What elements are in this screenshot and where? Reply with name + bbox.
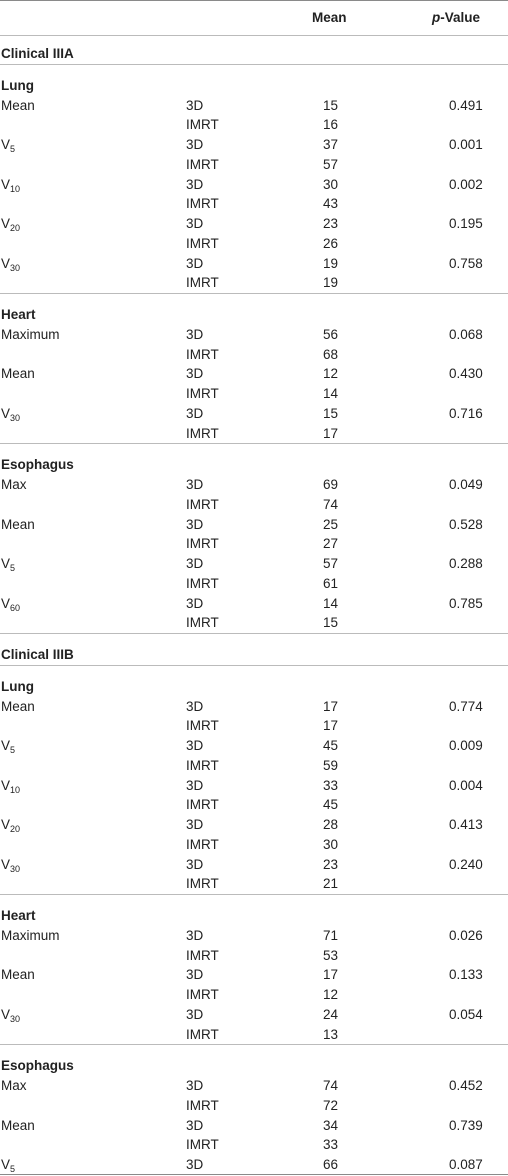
method-label: IMRT [186, 718, 219, 734]
method-label: 3D [186, 856, 204, 872]
p-value: 0.068 [449, 326, 483, 342]
mean-value: 13 [323, 1026, 339, 1042]
p-value: 0.240 [449, 856, 483, 872]
mean-value: 33 [323, 777, 339, 793]
metric-subscript: 5 [10, 745, 16, 755]
p-value: 0.054 [449, 1006, 483, 1022]
metric-label: Max [1, 477, 27, 492]
table-header [0, 0, 508, 36]
p-value: 0.430 [449, 366, 483, 382]
metric-label: $V_5$ [1, 137, 16, 154]
table-row [0, 475, 508, 495]
method-label: 3D [186, 477, 204, 492]
method-label: 3D [186, 255, 204, 271]
method-label: 3D [186, 516, 204, 532]
table-row [0, 234, 508, 254]
method-label: 3D [186, 967, 204, 983]
mean-value: 61 [323, 575, 339, 591]
table-row [0, 214, 508, 234]
table-row [0, 985, 508, 1005]
method-label: 3D [186, 216, 204, 231]
mean-value: 28 [323, 817, 339, 832]
metric-label: $V_{60}$ [1, 595, 21, 613]
table-row [0, 1135, 508, 1155]
metric-subscript: 30 [10, 412, 21, 423]
table-row [0, 1116, 508, 1136]
metric-label: Mean [1, 366, 35, 382]
mean-value: 72 [323, 1097, 339, 1113]
metric-subscript: 5 [10, 144, 16, 154]
row-divider [0, 293, 508, 294]
organ-title: Lung [1, 77, 34, 93]
metric-subscript: 5 [10, 1164, 16, 1174]
mean-value: 74 [323, 496, 339, 512]
table-row [0, 115, 508, 135]
method-label: IMRT [186, 196, 219, 212]
metric-label: $V_5$ [1, 738, 16, 755]
metric-label: Mean [1, 1117, 35, 1133]
organ-title-row [0, 76, 508, 96]
method-label: 3D [186, 1117, 204, 1133]
metric-label: Maximum [1, 927, 60, 943]
mean-value: 56 [323, 326, 339, 342]
organ-title: Lung [1, 678, 34, 694]
method-label: 3D [186, 137, 204, 152]
header-p-rest: -Value [440, 10, 481, 25]
mean-value: 68 [323, 346, 339, 362]
method-label: 3D [186, 595, 204, 611]
mean-value: 43 [323, 196, 339, 212]
mean-value: 23 [323, 216, 339, 231]
table-row [0, 855, 508, 875]
table-row [0, 1096, 508, 1116]
metric-label: $V_{30}$ [1, 405, 21, 423]
p-value: 0.026 [449, 927, 483, 943]
metric-label: Maximum [1, 326, 60, 342]
table-row [0, 175, 508, 195]
method-label: IMRT [186, 156, 219, 172]
table-row [0, 946, 508, 966]
method-label: IMRT [186, 346, 219, 362]
p-value: 0.288 [449, 556, 483, 571]
metric-subscript: 10 [10, 784, 21, 795]
section-title-row [0, 645, 508, 665]
p-value: 0.002 [449, 176, 483, 192]
mean-value: 15 [323, 405, 339, 421]
mean-value: 59 [323, 757, 339, 773]
mean-value: 17 [323, 967, 339, 983]
table-row [0, 325, 508, 345]
mean-value: 33 [323, 1137, 339, 1153]
mean-value: 53 [323, 947, 339, 963]
metric-label: $V_5$ [1, 556, 16, 573]
method-label: 3D [186, 698, 204, 714]
organ-title-row [0, 455, 508, 475]
organ-title-row [0, 305, 508, 325]
mean-value: 57 [323, 156, 339, 172]
method-label: IMRT [186, 797, 219, 813]
mean-value: 45 [323, 797, 339, 813]
table-row [0, 874, 508, 894]
table-row [0, 194, 508, 214]
metric-label: $V_{30}$ [1, 1006, 21, 1024]
metric-subscript: 5 [10, 563, 16, 573]
table-row [0, 736, 508, 756]
mean-value: 69 [323, 477, 339, 492]
method-label: 3D [186, 817, 204, 832]
p-value: 0.133 [449, 967, 483, 983]
method-label: 3D [186, 738, 204, 753]
mean-value: 16 [323, 117, 339, 133]
mean-value: 66 [323, 1157, 339, 1172]
metric-label: Max [1, 1078, 27, 1093]
mean-value: 24 [323, 1006, 339, 1022]
table-row [0, 1025, 508, 1045]
table-row [0, 384, 508, 404]
p-value: 0.001 [449, 137, 483, 152]
p-value: 0.758 [449, 255, 483, 271]
metric-label: Mean [1, 967, 35, 983]
mean-value: 17 [323, 425, 339, 441]
mean-value: 14 [323, 595, 339, 611]
row-divider [0, 1174, 508, 1175]
metric-label: $V_5$ [1, 1157, 16, 1174]
p-value: 0.716 [449, 405, 483, 421]
organ-title: Heart [1, 307, 36, 322]
method-label: IMRT [186, 876, 219, 892]
mean-value: 27 [323, 536, 339, 552]
section-title: Clinical IIIA [1, 46, 74, 61]
table-row [0, 776, 508, 796]
table-row [0, 815, 508, 835]
table-row [0, 534, 508, 554]
metric-label: Mean [1, 698, 35, 714]
mean-value: 71 [323, 927, 339, 943]
method-label: IMRT [186, 425, 219, 441]
method-label: IMRT [186, 1026, 219, 1042]
organ-title-row [0, 906, 508, 926]
method-label: 3D [186, 1078, 204, 1093]
method-label: 3D [186, 1006, 204, 1022]
metric-subscript: 30 [10, 262, 21, 273]
organ-title: Esophagus [1, 457, 74, 473]
table-row [0, 1155, 508, 1175]
metric-label: $V_{30}$ [1, 255, 21, 273]
method-label: IMRT [186, 386, 219, 401]
method-label: IMRT [186, 947, 219, 963]
row-divider [0, 443, 508, 444]
mean-value: 25 [323, 516, 339, 532]
p-value: 0.087 [449, 1157, 483, 1172]
table-row [0, 273, 508, 293]
header-p-value [432, 10, 480, 25]
p-value: 0.774 [449, 698, 483, 714]
mean-value: 37 [323, 137, 339, 152]
metric-label: Mean [1, 97, 35, 113]
mean-value: 17 [323, 698, 339, 714]
metric-label: $V_{20}$ [1, 216, 21, 233]
table-row [0, 515, 508, 535]
method-label: 3D [186, 777, 204, 793]
table-row [0, 795, 508, 815]
table-row [0, 554, 508, 574]
table-row [0, 155, 508, 175]
row-divider [0, 665, 508, 666]
section-title-row [0, 44, 508, 64]
method-label: IMRT [186, 1137, 219, 1153]
table-row [0, 926, 508, 946]
method-label: 3D [186, 1157, 204, 1172]
table-row [0, 254, 508, 274]
mean-value: 26 [323, 235, 339, 251]
method-label: IMRT [186, 836, 219, 852]
mean-value: 23 [323, 856, 339, 872]
mean-value: 21 [323, 876, 339, 892]
method-label: 3D [186, 556, 204, 571]
p-value: 0.004 [449, 777, 483, 793]
organ-title: Heart [1, 908, 36, 923]
mean-value: 12 [323, 366, 339, 382]
table-row [0, 697, 508, 717]
method-label: 3D [186, 97, 204, 113]
header-p-italic: p [432, 10, 441, 25]
table-row [0, 364, 508, 384]
metric-subscript: 30 [10, 1013, 21, 1024]
mean-value: 14 [323, 386, 339, 401]
method-label: 3D [186, 927, 204, 943]
mean-value: 17 [323, 718, 339, 734]
metric-label: Mean [1, 516, 35, 532]
organ-title-row [0, 1056, 508, 1076]
metric-subscript: 60 [10, 602, 21, 613]
method-label: 3D [186, 326, 204, 342]
table-row [0, 756, 508, 776]
method-label: IMRT [186, 757, 219, 773]
mean-value: 19 [323, 255, 339, 271]
mean-value: 19 [323, 275, 339, 291]
method-label: IMRT [186, 117, 219, 133]
metric-label: $V_{10}$ [1, 777, 21, 795]
section-title: Clinical IIIB [1, 647, 74, 662]
header-mean: Mean [312, 10, 347, 25]
p-value: 0.785 [449, 595, 483, 611]
p-value: 0.413 [449, 817, 483, 832]
table-row [0, 574, 508, 594]
table-row [0, 594, 508, 614]
p-value: 0.739 [449, 1117, 483, 1133]
mean-value: 34 [323, 1117, 339, 1133]
metric-subscript: 20 [10, 824, 21, 834]
organ-title: Esophagus [1, 1058, 74, 1074]
table-row [0, 424, 508, 444]
mean-value: 74 [323, 1078, 339, 1093]
row-divider [0, 633, 508, 634]
mean-value: 30 [323, 176, 339, 192]
mean-value: 15 [323, 615, 339, 631]
organ-title-row [0, 677, 508, 697]
row-divider [0, 1044, 508, 1045]
table-row [0, 135, 508, 155]
table-row [0, 613, 508, 633]
metric-label: $V_{20}$ [1, 817, 21, 834]
p-value: 0.491 [449, 97, 483, 113]
p-value: 0.049 [449, 477, 483, 492]
row-divider [0, 64, 508, 65]
table-row [0, 716, 508, 736]
table-row [0, 495, 508, 515]
table-row [0, 835, 508, 855]
method-label: IMRT [186, 275, 219, 291]
p-value: 0.009 [449, 738, 483, 753]
method-label: IMRT [186, 235, 219, 251]
metric-subscript: 10 [10, 183, 21, 194]
mean-value: 15 [323, 97, 339, 113]
method-label: 3D [186, 405, 204, 421]
method-label: IMRT [186, 1097, 219, 1113]
table-row [0, 404, 508, 424]
metric-subscript: 30 [10, 863, 21, 874]
table-row [0, 345, 508, 365]
p-value: 0.528 [449, 516, 483, 532]
method-label: IMRT [186, 536, 219, 552]
method-label: IMRT [186, 496, 219, 512]
table-row [0, 1005, 508, 1025]
row-divider [0, 894, 508, 895]
p-value: 0.195 [449, 216, 483, 231]
method-label: 3D [186, 176, 204, 192]
method-label: IMRT [186, 615, 219, 631]
p-value: 0.452 [449, 1078, 483, 1093]
method-label: 3D [186, 366, 204, 382]
metric-label: $V_{30}$ [1, 856, 21, 874]
table-row [0, 965, 508, 985]
table-row [0, 1076, 508, 1096]
mean-value: 45 [323, 738, 339, 753]
mean-value: 57 [323, 556, 339, 571]
method-label: IMRT [186, 987, 219, 1002]
table-row [0, 96, 508, 116]
mean-value: 30 [323, 836, 339, 852]
metric-label: $V_{10}$ [1, 176, 21, 194]
method-label: IMRT [186, 575, 219, 591]
metric-subscript: 20 [10, 223, 21, 233]
mean-value: 12 [323, 987, 339, 1002]
